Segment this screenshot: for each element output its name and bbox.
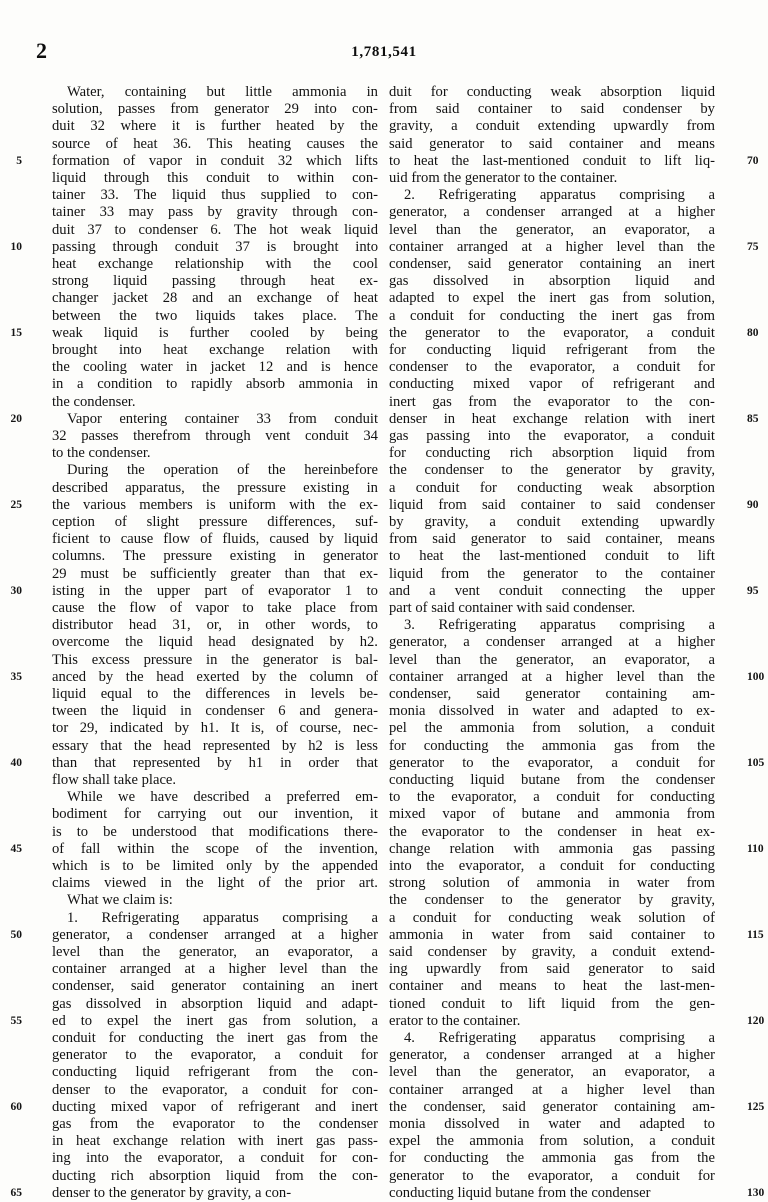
line-number: 15 xyxy=(10,326,22,339)
column-left xyxy=(10,84,378,1202)
text-line: a conduit for conducting the inert gas from xyxy=(389,307,715,324)
line-number: 40 xyxy=(10,756,22,769)
text-line: weak liquid is further cooled by being xyxy=(52,324,378,341)
line-number: 90 xyxy=(747,498,759,511)
line-number: 95 xyxy=(747,584,759,597)
text-line: to heat the last-mentioned conduit to lift liq- xyxy=(389,152,715,169)
text-line: ammonia in water from said container to xyxy=(389,926,715,943)
text-line: ducting mixed vapor of refrigerant and inert xyxy=(52,1098,378,1115)
line-number: 60 xyxy=(10,1100,22,1113)
text-line: in heat exchange relation with inert gas pass- xyxy=(52,1133,378,1150)
text-line: generator, a condenser arranged at a higher xyxy=(389,204,715,221)
line-number: 55 xyxy=(10,1014,22,1027)
text-line: conducting liquid butane from the condenser xyxy=(389,1184,651,1201)
text-line: erator to the container. xyxy=(389,1012,521,1029)
text-line: 1. Refrigerating apparatus comprising a xyxy=(67,909,378,926)
text-line: tioned conduit to lift liquid from the gen- xyxy=(389,995,715,1012)
text-line: said condenser by gravity, a conduit extend- xyxy=(389,944,715,960)
text-line: mixed vapor of butane and ammonia from xyxy=(389,806,715,823)
column-right-text xyxy=(389,84,715,1202)
line-number: 65 xyxy=(10,1186,22,1199)
line-number: 70 xyxy=(747,154,759,167)
text-line: ing upwardly from said generator to said xyxy=(389,961,715,978)
text-line: tor 29, indicated by h1. It is, of course, nec- xyxy=(52,720,378,737)
line-number: 10 xyxy=(10,240,22,253)
text-line: expel the ammonia from solution, a conduit xyxy=(389,1133,715,1150)
text-line: columns. The pressure existing in generator xyxy=(52,548,378,565)
text-line: strong liquid passing through heat ex- xyxy=(52,273,378,290)
text-line: the various members is uniform with the ex- xyxy=(52,496,378,513)
text-line: duit 32 where it is further heated by the xyxy=(52,118,378,135)
text-line: tween the liquid in condenser 6 and genera- xyxy=(52,703,378,720)
text-line: to the condenser. xyxy=(52,445,151,462)
text-line: What we claim is: xyxy=(67,892,173,909)
text-line: gas from the evaporator to the condenser xyxy=(52,1116,378,1132)
text-line: 2. Refrigerating apparatus comprising a xyxy=(404,187,715,204)
running-head xyxy=(0,38,768,68)
line-number: 110 xyxy=(747,842,764,855)
text-line: gravity, a conduit extending upwardly from xyxy=(389,118,715,135)
text-line: generator, a condenser arranged at a higher xyxy=(52,926,378,943)
line-number: 45 xyxy=(10,842,22,855)
text-line: for conducting liquid refrigerant from the xyxy=(389,342,715,358)
text-line: level than the generator, an evaporator, a xyxy=(389,651,715,668)
text-line: generator to the evaporator, a conduit for xyxy=(52,1047,378,1064)
text-line: claims viewed in the light of the prior art. xyxy=(52,875,378,892)
text-line: liquid from said container to said condenser xyxy=(389,496,715,513)
text-line: While we have described a preferred em- xyxy=(67,789,378,806)
line-number: 80 xyxy=(747,326,759,339)
column-right xyxy=(389,84,765,1202)
text-line: liquid through this conduit to within con- xyxy=(52,170,378,186)
text-line: said generator to said container and means xyxy=(389,135,715,152)
text-line: strong solution of ammonia in water from xyxy=(389,875,715,892)
text-line: generator to the evaporator, a conduit for xyxy=(389,1167,715,1184)
text-line: to heat the last-mentioned conduit to lift xyxy=(389,548,715,565)
line-number: 75 xyxy=(747,240,759,253)
text-line: formation of vapor in conduit 32 which lifts xyxy=(52,152,378,169)
text-line: is to be understood that modifications there- xyxy=(52,823,378,840)
line-number: 125 xyxy=(747,1100,765,1113)
column-left-text xyxy=(52,84,378,1202)
text-line: heat exchange relationship with the cool xyxy=(52,256,378,272)
text-line: from said container to said condenser by xyxy=(389,101,715,118)
text-line: container arranged at a higher level than the xyxy=(389,238,715,255)
text-line: essary that the head represented by h2 is less xyxy=(52,737,378,754)
text-line: part of said container with said condenser. xyxy=(389,600,636,616)
text-line: denser to the evaporator, a conduit for con- xyxy=(52,1081,378,1098)
text-line: denser to the generator by gravity, a con- xyxy=(52,1184,292,1201)
text-line: source of heat 36. This heating causes the xyxy=(52,135,378,152)
text-line: gas dissolved in absorption liquid and xyxy=(389,273,715,290)
text-line: and a vent conduit connecting the upper xyxy=(389,582,715,599)
text-line: for conducting the ammonia gas from the xyxy=(389,737,715,754)
patent-number: 1,781,541 xyxy=(351,44,417,60)
text-line: bodiment for carrying out our invention, it xyxy=(52,806,378,823)
text-line: ception of slight pressure differences, suf- xyxy=(52,514,378,530)
text-line: 32 passes therefrom through vent conduit 34 xyxy=(52,428,378,444)
text-line: container arranged at a higher level than the xyxy=(389,668,715,685)
text-line: the generator to the evaporator, a conduit xyxy=(389,324,715,341)
line-number: 50 xyxy=(10,928,22,941)
text-line: denser in heat exchange relation with inert xyxy=(389,410,715,427)
text-line: ing into the evaporator, a conduit for con- xyxy=(52,1150,378,1167)
text-line: the condenser to the generator by gravity, xyxy=(389,892,715,909)
text-line: condenser, said generator containing am- xyxy=(389,686,715,702)
text-line: 4. Refrigerating apparatus comprising a xyxy=(404,1030,715,1046)
text-line: of fall within the scope of the invention, xyxy=(52,840,378,857)
page-folio: 2 xyxy=(36,38,48,63)
line-number: 30 xyxy=(10,584,22,597)
text-line: into the evaporator, a conduit for conducting xyxy=(389,858,715,874)
line-number: 20 xyxy=(10,412,22,425)
text-line: by gravity, a conduit extending upwardly xyxy=(389,514,715,530)
text-line: liquid equal to the differences in levels be- xyxy=(52,686,378,702)
text-line: ducting rich absorption liquid from the con- xyxy=(52,1167,378,1184)
text-line: cause the flow of vapor to take place from xyxy=(52,600,378,616)
text-line: isting in the upper part of evaporator 1 to xyxy=(52,582,378,599)
text-line: change relation with ammonia gas passing xyxy=(389,840,715,857)
text-line: changer jacket 28 and an exchange of heat xyxy=(52,290,378,307)
line-number: 5 xyxy=(16,154,22,167)
text-line: monia dissolved in water and adapted to xyxy=(389,1116,715,1132)
text-line: the condenser, said generator containing am- xyxy=(389,1098,715,1115)
text-line: monia dissolved in water and adapted to ex- xyxy=(389,703,715,720)
text-line: the condenser to the generator by gravity, xyxy=(389,462,715,479)
line-number: 25 xyxy=(10,498,22,511)
text-line: pel the ammonia from solution, a conduit xyxy=(389,720,715,737)
text-line: level than the generator, an evaporator, a xyxy=(389,1064,715,1081)
text-line: the evaporator to the condenser in heat ex- xyxy=(389,823,715,840)
line-number: 85 xyxy=(747,412,759,425)
text-line: conducting liquid butane from the condenser xyxy=(389,772,715,788)
text-line: for conducting rich absorption liquid from xyxy=(389,445,715,462)
text-line: conducting mixed vapor of refrigerant and xyxy=(389,376,715,393)
text-line: brought into heat exchange relation with xyxy=(52,342,378,358)
text-line: distributor head 31, or, in other words, to xyxy=(52,617,378,634)
text-line: conducting liquid refrigerant from the con- xyxy=(52,1064,378,1081)
text-line: flow shall take place. xyxy=(52,772,177,788)
text-line: Water, containing but little ammonia in xyxy=(67,84,378,100)
text-line: described apparatus, the pressure existing in xyxy=(52,479,378,496)
text-line: ed to expel the inert gas from solution, a xyxy=(52,1012,378,1029)
text-line: duit for conducting weak absorption liquid xyxy=(389,84,715,100)
text-line: level than the generator, an evaporator, a xyxy=(52,944,378,960)
text-line: 29 must be sufficiently greater than that ex- xyxy=(52,565,378,582)
text-line: between the two liquids takes place. The xyxy=(52,307,378,324)
text-line: for conducting the ammonia gas from the xyxy=(389,1150,715,1167)
text-line: inert gas from the evaporator to the con- xyxy=(389,393,715,410)
text-line: liquid from the generator to the container xyxy=(389,565,715,582)
line-number: 115 xyxy=(747,928,764,941)
text-line: duit 37 to condenser 6. The hot weak liquid xyxy=(52,221,378,238)
text-line: condenser, said generator containing an inert xyxy=(389,256,715,272)
text-line: overcome the liquid head designated by h2. xyxy=(52,634,378,651)
text-line: During the operation of the hereinbefore xyxy=(67,462,378,479)
text-line: ficient to cause flow of fluids, caused by liquid xyxy=(52,531,378,548)
text-line: to the evaporator, a conduit for conducting xyxy=(389,789,715,806)
text-line: container arranged at a higher level than xyxy=(389,1081,715,1098)
text-line: condenser, said generator containing an inert xyxy=(52,978,378,995)
text-line: a conduit for conducting weak solution of xyxy=(389,909,715,926)
text-line: gas dissolved in absorption liquid and adapt- xyxy=(52,995,378,1012)
text-line: solution, passes from generator 29 into con- xyxy=(52,101,378,118)
text-line: This excess pressure in the generator is bal- xyxy=(52,651,378,668)
text-line: from said generator to said container, means xyxy=(389,531,715,548)
text-line: the condenser. xyxy=(52,393,136,410)
text-line: generator, a condenser arranged at a higher xyxy=(389,1047,715,1064)
text-line: anced by the head exerted by the column of xyxy=(52,668,378,685)
text-line: Vapor entering container 33 from conduit xyxy=(67,410,378,427)
text-line: uid from the generator to the container. xyxy=(389,170,618,186)
text-line: generator to the evaporator, a conduit for xyxy=(389,754,715,771)
text-line: conduit for conducting the inert gas from the xyxy=(52,1030,378,1046)
text-line: a conduit for conducting weak absorption xyxy=(389,479,715,496)
text-line: than that represented by h1 in order that xyxy=(52,754,378,771)
text-line: in a condition to rapidly absorb ammonia in xyxy=(52,376,378,393)
line-number: 35 xyxy=(10,670,22,683)
text-line: tainer 33 may pass by gravity through con- xyxy=(52,204,378,221)
line-number: 130 xyxy=(747,1186,765,1199)
text-line: level than the generator, an evaporator, a xyxy=(389,221,715,238)
text-line: condenser to the evaporator, a conduit for xyxy=(389,359,715,376)
text-line: container and means to heat the last-men- xyxy=(389,978,715,995)
text-line: tainer 33. The liquid thus supplied to con- xyxy=(52,187,378,204)
line-number: 105 xyxy=(747,756,765,769)
text-line: the cooling water in jacket 12 and is hence xyxy=(52,359,378,376)
text-line: which is to be limited only by the appended xyxy=(52,858,378,874)
text-line: 3. Refrigerating apparatus comprising a xyxy=(404,617,715,634)
text-line: container arranged at a higher level than the xyxy=(52,961,378,978)
text-line: passing through conduit 37 is brought into xyxy=(52,238,378,255)
line-number: 100 xyxy=(747,670,765,683)
text-line: adapted to expel the inert gas from solution, xyxy=(389,290,715,307)
text-line: generator, a condenser arranged at a higher xyxy=(389,634,715,651)
text-line: gas passing into the evaporator, a conduit xyxy=(389,428,715,444)
line-number: 120 xyxy=(747,1014,765,1027)
